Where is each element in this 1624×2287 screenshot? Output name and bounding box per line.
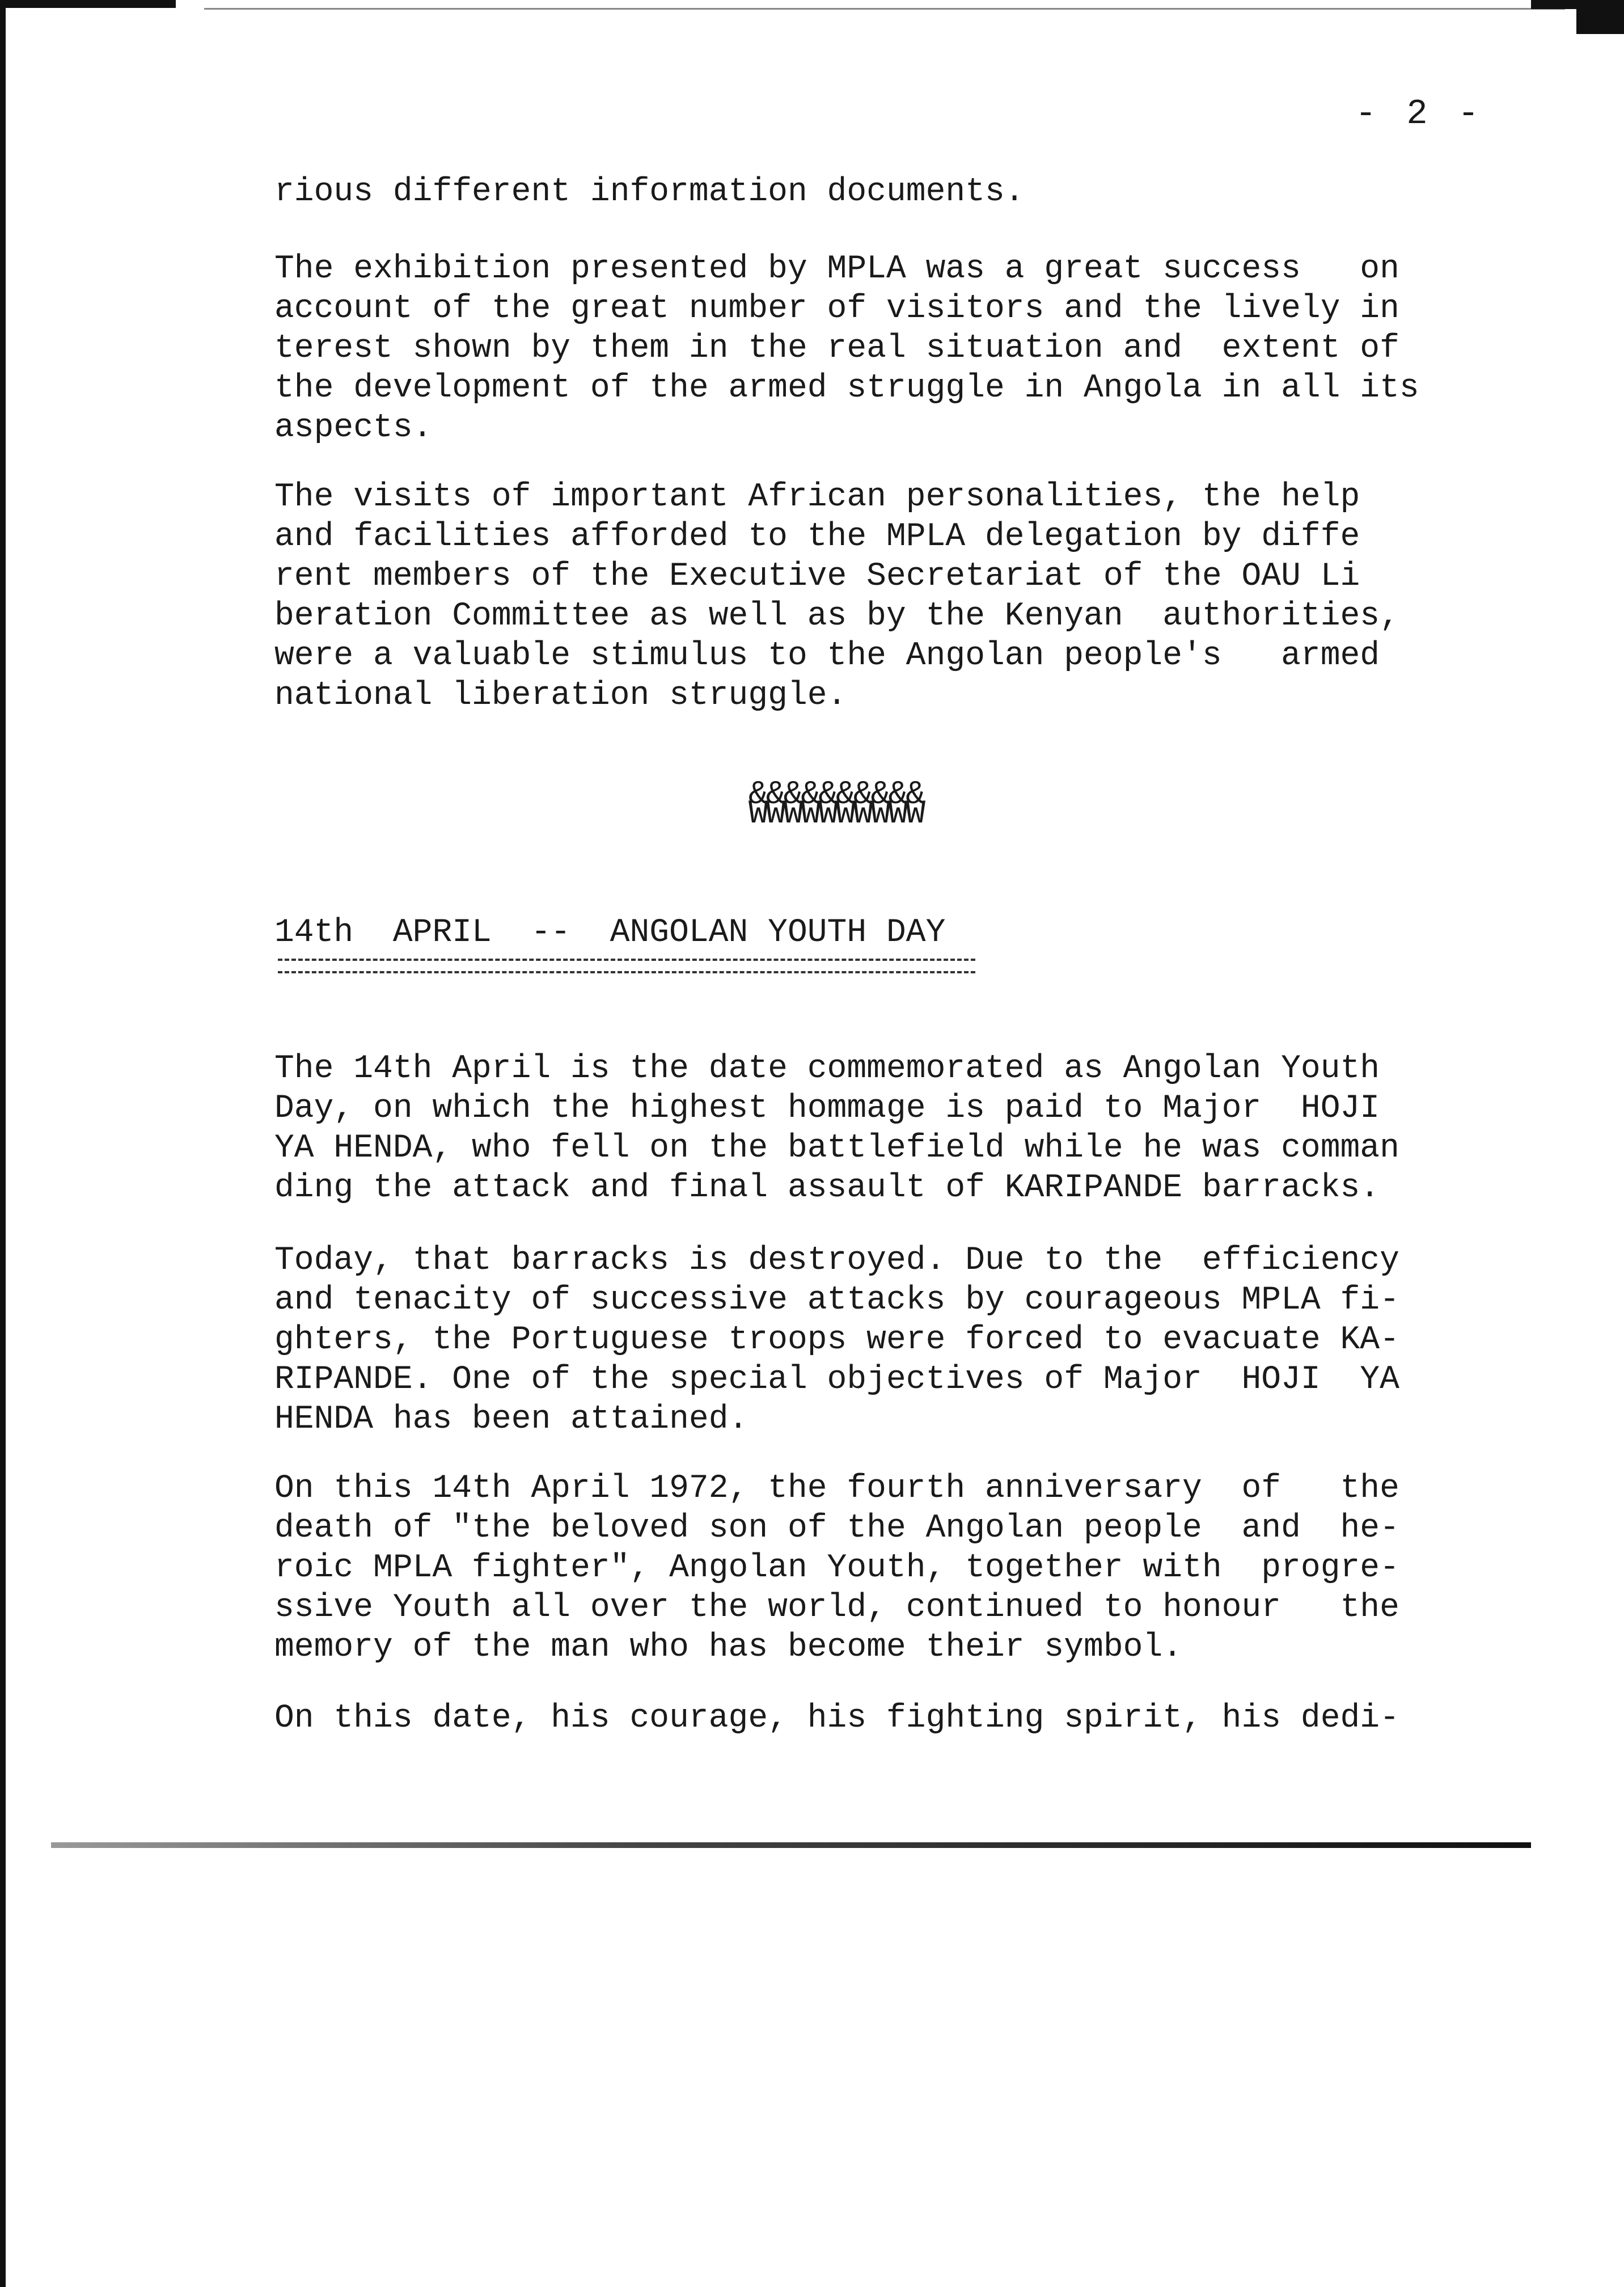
paragraph-youth-day: The 14th April is the date commemorated as Angolan Youth Day, on which the highest hommage is paid to Major HOJI YA HENDA, who fell on the battlefield while he was comman ding the attack and final assault of KARIPANDE barracks. bbox=[274, 1050, 1399, 1206]
section-separator: &&&&&&&&&& WWWWWWWWWW bbox=[748, 777, 924, 833]
section-heading: 14th APRIL -- ANGOLAN YOUTH DAY bbox=[274, 914, 946, 951]
paragraph-anniversary: On this 14th April 1972, the fourth anniversary of the death of "the beloved son of the Angolan people and he- roic MPLA fighter", Angolan Youth, together with progre- ssive Youth all over the world, continued to honour the memory of the man who has become their symbol. bbox=[274, 1470, 1399, 1666]
bottom-rule bbox=[51, 1842, 1531, 1848]
paragraph-exhibition: The exhibition presented by MPLA was a great success on account of the great number of visitors and the lively in terest shown by them in the real situation and extent of the development of the armed struggle in Angola in all its aspects. bbox=[274, 251, 1419, 446]
paragraph-courage: On this date, his courage, his fighting spirit, his dedi- bbox=[274, 1700, 1399, 1737]
paragraph-barracks: Today, that barracks is destroyed. Due to the efficiency and tenacity of successive attacks by courageous MPLA fi- ghters, the Portuguese troops were forced to evacuate KA- RIPANDE. One of the special objectives of Major HOJI YA HENDA has been attained. bbox=[274, 1242, 1399, 1438]
heading-double-underline bbox=[278, 959, 975, 973]
scan-border-top-line bbox=[204, 8, 1565, 10]
page-number: - 2 - bbox=[1355, 94, 1484, 134]
scan-border-left bbox=[0, 0, 6, 2287]
scan-corner-top-right bbox=[1576, 0, 1624, 34]
paragraph-continuation: rious different information documents. bbox=[274, 174, 1025, 210]
scan-border-top-left bbox=[0, 0, 176, 8]
paragraph-visits: The visits of important African personalities, the help and facilities afforded to the MPLA delegation by diffe rent members of the Executive Secretariat of the OAU Li beration Committee as well as by the Kenyan authorities, were a valuable stimulus to the Angolan people's armed national liberation struggle. bbox=[274, 479, 1399, 714]
